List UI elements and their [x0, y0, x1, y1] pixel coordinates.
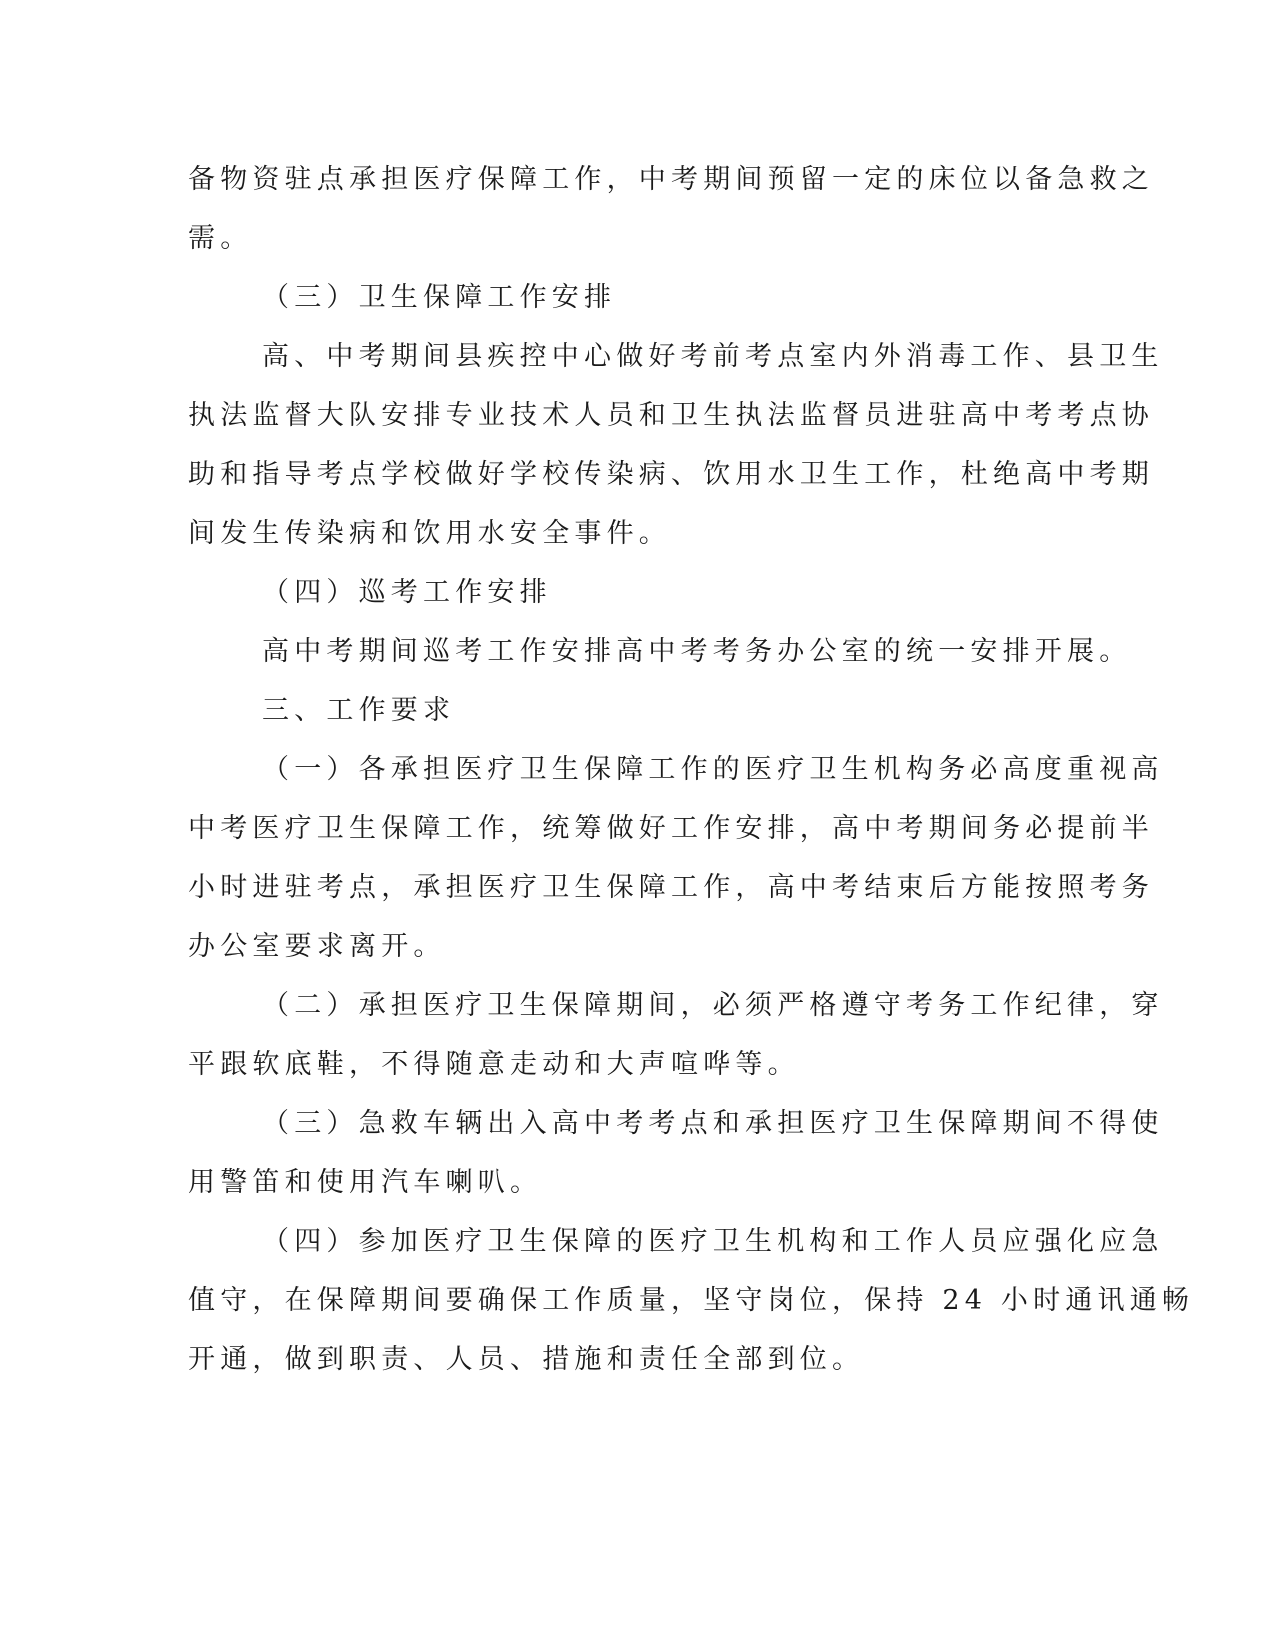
text-line: 办公室要求离开。 [188, 931, 446, 962]
text-line: （三）急救车辆出入高中考考点和承担医疗卫生保障期间不得使 [262, 1108, 1164, 1139]
section-heading: （三）卫生保障工作安排 [262, 282, 617, 313]
section-heading: （四）巡考工作安排 [262, 577, 552, 608]
text-line: 执法监督大队安排专业技术人员和卫生执法监督员进驻高中考考点协 [188, 400, 1154, 431]
text-line: 高中考期间巡考工作安排高中考考务办公室的统一安排开展。 [262, 636, 1132, 667]
text-line: 开通，做到职责、人员、措施和责任全部到位。 [188, 1344, 865, 1375]
text-line: 小时进驻考点，承担医疗卫生保障工作，高中考结束后方能按照考务 [188, 872, 1154, 903]
text-line: 备物资驻点承担医疗保障工作，中考期间预留一定的床位以备急救之 [188, 164, 1154, 195]
text-line: 高、中考期间县疾控中心做好考前考点室内外消毒工作、县卫生 [262, 341, 1164, 372]
text-line: 用警笛和使用汽车喇叭。 [188, 1167, 543, 1198]
section-heading: 三、工作要求 [262, 695, 456, 726]
text-line: 值守，在保障期间要确保工作质量，坚守岗位，保持 24 小时通讯通畅 [188, 1285, 1195, 1316]
text-line: （二）承担医疗卫生保障期间，必须严格遵守考务工作纪律，穿 [262, 990, 1164, 1021]
text-line: （一）各承担医疗卫生保障工作的医疗卫生机构务必高度重视高 [262, 754, 1164, 785]
text-line: 间发生传染病和饮用水安全事件。 [188, 518, 671, 549]
text-line: （四）参加医疗卫生保障的医疗卫生机构和工作人员应强化应急 [262, 1226, 1164, 1257]
text-line: 中考医疗卫生保障工作，统筹做好工作安排，高中考期间务必提前半 [188, 813, 1154, 844]
text-line: 平跟软底鞋，不得随意走动和大声喧哗等。 [188, 1049, 800, 1080]
text-line: 助和指导考点学校做好学校传染病、饮用水卫生工作，杜绝高中考期 [188, 459, 1154, 490]
text-line: 需。 [188, 223, 253, 254]
